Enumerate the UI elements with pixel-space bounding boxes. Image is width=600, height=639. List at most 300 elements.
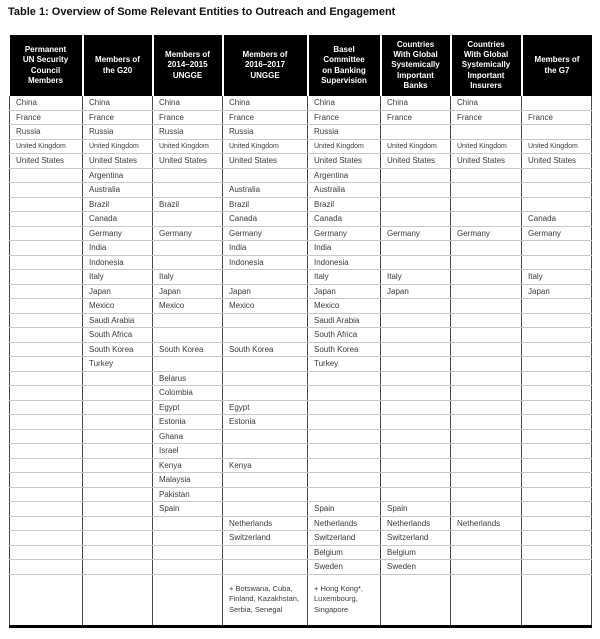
table-cell: Germany — [522, 226, 592, 241]
table-cell: + Hong Kong*, Luxembourg, Singapore — [308, 574, 381, 626]
table-cell — [451, 357, 522, 372]
table-cell: Canada — [223, 212, 308, 227]
table-cell — [381, 371, 451, 386]
table-cell — [10, 255, 83, 270]
table-cell: South Korea — [223, 342, 308, 357]
table-cell — [10, 328, 83, 343]
table-row — [10, 342, 592, 357]
table-cell: Saudi Arabia — [308, 313, 381, 328]
table-cell — [381, 125, 451, 140]
table-cell — [381, 473, 451, 488]
table-cell — [451, 328, 522, 343]
table-row — [10, 313, 592, 328]
table-cell: China — [308, 96, 381, 110]
table-cell — [223, 386, 308, 401]
table-cell: Germany — [451, 226, 522, 241]
table-cell — [522, 96, 592, 110]
table-cell: United States — [522, 154, 592, 169]
table-cell — [83, 487, 153, 502]
table-cell: Russia — [153, 125, 223, 140]
table-cell: Japan — [153, 284, 223, 299]
table-cell — [522, 197, 592, 212]
table-cell: Turkey — [308, 357, 381, 372]
table-cell — [223, 270, 308, 285]
table-cell — [10, 212, 83, 227]
table-cell: Japan — [308, 284, 381, 299]
table-cell — [451, 299, 522, 314]
table-cell — [10, 226, 83, 241]
table-row — [10, 328, 592, 343]
table-row — [10, 487, 592, 502]
table-cell: Canada — [308, 212, 381, 227]
header-cell-basel: Basel Committee on Banking Supervision — [308, 35, 381, 96]
table-cell — [522, 328, 592, 343]
table-cell: Canada — [83, 212, 153, 227]
table-cell — [381, 299, 451, 314]
table-cell — [522, 342, 592, 357]
table-cell: Germany — [223, 226, 308, 241]
table-cell — [10, 313, 83, 328]
table-cell — [522, 574, 592, 626]
table-cell: China — [10, 96, 83, 110]
table-cell: Italy — [153, 270, 223, 285]
table-cell — [83, 400, 153, 415]
table-cell — [381, 255, 451, 270]
table-cell: Japan — [83, 284, 153, 299]
table-cell: South Korea — [308, 342, 381, 357]
table-cell: Spain — [308, 502, 381, 517]
table-row — [10, 110, 592, 125]
table-cell: United States — [10, 154, 83, 169]
table-row — [10, 545, 592, 560]
table-footer-row — [10, 574, 592, 626]
table-cell: United States — [223, 154, 308, 169]
table-cell — [10, 429, 83, 444]
table-cell — [308, 415, 381, 430]
table-cell — [381, 328, 451, 343]
table-cell: South Korea — [153, 342, 223, 357]
table-cell — [522, 371, 592, 386]
table-cell: United Kingdom — [451, 139, 522, 154]
table-cell — [153, 183, 223, 198]
table-row — [10, 183, 592, 198]
table-row — [10, 357, 592, 372]
table-row — [10, 96, 592, 110]
table-cell: Australia — [223, 183, 308, 198]
table-cell — [10, 502, 83, 517]
table-cell: Italy — [522, 270, 592, 285]
table-cell — [223, 429, 308, 444]
table-cell — [308, 444, 381, 459]
table-cell — [153, 328, 223, 343]
table-cell: India — [83, 241, 153, 256]
table-row — [10, 197, 592, 212]
table-cell: South Africa — [308, 328, 381, 343]
table-cell — [381, 183, 451, 198]
table-row — [10, 212, 592, 227]
table-cell: Brazil — [308, 197, 381, 212]
table-cell — [522, 183, 592, 198]
table-cell: India — [308, 241, 381, 256]
table-cell — [308, 473, 381, 488]
table-cell: Belgium — [381, 545, 451, 560]
table-cell — [153, 516, 223, 531]
table-cell: France — [308, 110, 381, 125]
table-cell — [83, 429, 153, 444]
table-cell — [153, 168, 223, 183]
table-row — [10, 139, 592, 154]
table-cell — [10, 386, 83, 401]
table-cell — [522, 516, 592, 531]
table-cell — [522, 386, 592, 401]
table-cell: Israel — [153, 444, 223, 459]
table-cell — [83, 531, 153, 546]
table-cell: Malaysia — [153, 473, 223, 488]
table-cell — [381, 458, 451, 473]
table-cell: Brazil — [153, 197, 223, 212]
table-cell: United States — [381, 154, 451, 169]
table-cell: France — [153, 110, 223, 125]
table-cell — [451, 502, 522, 517]
table-cell — [451, 574, 522, 626]
table-cell: United Kingdom — [223, 139, 308, 154]
table-row — [10, 241, 592, 256]
table-cell — [10, 574, 83, 626]
table-cell — [153, 574, 223, 626]
table-cell: Mexico — [308, 299, 381, 314]
table-cell: Italy — [308, 270, 381, 285]
table-cell — [451, 212, 522, 227]
table-cell — [451, 313, 522, 328]
table-cell — [223, 328, 308, 343]
table-cell: Switzerland — [381, 531, 451, 546]
table-cell — [451, 241, 522, 256]
table-cell — [10, 444, 83, 459]
table-cell — [451, 429, 522, 444]
table-cell — [83, 386, 153, 401]
table-cell — [83, 473, 153, 488]
table-cell — [381, 241, 451, 256]
table-cell: United Kingdom — [10, 139, 83, 154]
table-cell: United States — [153, 154, 223, 169]
table-cell: United Kingdom — [153, 139, 223, 154]
table-cell — [10, 516, 83, 531]
table-cell: United States — [308, 154, 381, 169]
table-cell — [522, 357, 592, 372]
page-title: Table 1: Overview of Some Relevant Entities to Outreach and Engagement — [8, 6, 396, 18]
table-cell — [153, 560, 223, 575]
table-cell — [223, 473, 308, 488]
table-cell — [10, 270, 83, 285]
table-cell — [308, 400, 381, 415]
table-cell — [10, 545, 83, 560]
table-cell: Indonesia — [223, 255, 308, 270]
table-cell: Argentina — [83, 168, 153, 183]
table-row — [10, 502, 592, 517]
table-row — [10, 284, 592, 299]
table-cell: China — [381, 96, 451, 110]
table-cell: Japan — [522, 284, 592, 299]
table-cell — [381, 357, 451, 372]
header-cell-unsc: Permanent UN Security Council Members — [10, 35, 83, 96]
table-cell: United States — [451, 154, 522, 169]
table-cell — [381, 415, 451, 430]
table-cell — [381, 197, 451, 212]
table-cell — [451, 183, 522, 198]
table-cell: Russia — [223, 125, 308, 140]
table-cell: United States — [83, 154, 153, 169]
table-cell — [223, 313, 308, 328]
table-cell — [381, 487, 451, 502]
table-cell — [153, 313, 223, 328]
table-cell — [381, 400, 451, 415]
table-cell — [83, 371, 153, 386]
table-cell: Sweden — [381, 560, 451, 575]
table-cell: United Kingdom — [522, 139, 592, 154]
header-cell-ungge-2016-2017: Members of 2016–2017 UNGGE — [223, 35, 308, 96]
table-cell — [451, 386, 522, 401]
table-cell: Egypt — [153, 400, 223, 415]
table-row — [10, 371, 592, 386]
table-cell: United Kingdom — [381, 139, 451, 154]
table-cell — [381, 444, 451, 459]
table-cell: China — [223, 96, 308, 110]
table-cell — [451, 255, 522, 270]
table-cell — [522, 545, 592, 560]
table-cell: Japan — [223, 284, 308, 299]
table-cell — [10, 458, 83, 473]
table-cell — [451, 168, 522, 183]
table-cell — [10, 487, 83, 502]
table-cell — [522, 299, 592, 314]
table-cell — [381, 342, 451, 357]
table-cell — [10, 400, 83, 415]
table-cell — [451, 270, 522, 285]
table-cell: Colombia — [153, 386, 223, 401]
table-cell: Switzerland — [308, 531, 381, 546]
table-cell: Germany — [153, 226, 223, 241]
table-cell: Estonia — [153, 415, 223, 430]
table-cell — [83, 458, 153, 473]
table-cell: Belarus — [153, 371, 223, 386]
table-cell — [10, 342, 83, 357]
table-cell: Mexico — [223, 299, 308, 314]
table-cell — [153, 241, 223, 256]
table-cell — [451, 531, 522, 546]
table-cell: France — [522, 110, 592, 125]
table-cell — [451, 371, 522, 386]
table-cell — [522, 487, 592, 502]
table-cell: Indonesia — [308, 255, 381, 270]
table-cell — [522, 241, 592, 256]
table-cell — [223, 545, 308, 560]
table-row — [10, 444, 592, 459]
table-row — [10, 415, 592, 430]
table-cell — [451, 444, 522, 459]
table-cell — [10, 560, 83, 575]
table-cell — [451, 197, 522, 212]
table-cell: Argentina — [308, 168, 381, 183]
table-cell: Russia — [308, 125, 381, 140]
table-cell — [308, 371, 381, 386]
table-cell — [522, 415, 592, 430]
table-cell — [381, 168, 451, 183]
table-row — [10, 270, 592, 285]
table-cell — [10, 241, 83, 256]
table-cell — [153, 357, 223, 372]
table-cell — [153, 255, 223, 270]
entities-table — [9, 35, 592, 628]
table-cell — [10, 197, 83, 212]
table-cell — [83, 415, 153, 430]
table-cell: Mexico — [153, 299, 223, 314]
table-cell: South Korea — [83, 342, 153, 357]
table-cell: Germany — [381, 226, 451, 241]
table-cell: Netherlands — [381, 516, 451, 531]
table-cell: Germany — [83, 226, 153, 241]
table-cell — [83, 560, 153, 575]
table-cell: United Kingdom — [308, 139, 381, 154]
table-cell: South Africa — [83, 328, 153, 343]
table-cell: Australia — [83, 183, 153, 198]
table-cell: Sweden — [308, 560, 381, 575]
table-cell: United Kingdom — [83, 139, 153, 154]
table-cell: China — [451, 96, 522, 110]
table-cell — [223, 560, 308, 575]
table-cell — [451, 458, 522, 473]
table-cell — [381, 429, 451, 444]
table-row — [10, 531, 592, 546]
table-cell — [451, 560, 522, 575]
table-cell — [522, 458, 592, 473]
table-cell — [451, 545, 522, 560]
table-cell — [451, 284, 522, 299]
table-cell: France — [10, 110, 83, 125]
table-cell — [10, 183, 83, 198]
table-row — [10, 560, 592, 575]
table-cell — [83, 516, 153, 531]
table-cell — [451, 487, 522, 502]
table-row — [10, 299, 592, 314]
header-cell-ungge-2014-2015: Members of 2014–2015 UNGGE — [153, 35, 223, 96]
table-cell — [83, 545, 153, 560]
table-header-row — [10, 35, 592, 96]
table-row — [10, 400, 592, 415]
table-cell: Germany — [308, 226, 381, 241]
table-cell: France — [381, 110, 451, 125]
table-cell — [223, 502, 308, 517]
table-cell — [522, 473, 592, 488]
table-cell — [223, 444, 308, 459]
table-cell: Japan — [381, 284, 451, 299]
table-cell — [522, 502, 592, 517]
table-cell: Turkey — [83, 357, 153, 372]
table-cell — [223, 357, 308, 372]
table-cell — [381, 386, 451, 401]
table-cell — [223, 487, 308, 502]
table-cell — [522, 444, 592, 459]
table-row — [10, 386, 592, 401]
table-cell: Kenya — [223, 458, 308, 473]
table-cell: Kenya — [153, 458, 223, 473]
table-cell — [522, 531, 592, 546]
table-row — [10, 125, 592, 140]
table-cell: Italy — [381, 270, 451, 285]
table-row — [10, 154, 592, 169]
table-cell — [381, 212, 451, 227]
table-cell: Belgium — [308, 545, 381, 560]
table-row — [10, 255, 592, 270]
table-cell: Netherlands — [223, 516, 308, 531]
table-cell — [153, 545, 223, 560]
table-cell: Mexico — [83, 299, 153, 314]
table-cell: Brazil — [83, 197, 153, 212]
table-cell — [522, 255, 592, 270]
table-row — [10, 516, 592, 531]
table-cell: China — [153, 96, 223, 110]
table-row — [10, 458, 592, 473]
table-cell — [10, 357, 83, 372]
table-cell — [308, 487, 381, 502]
table-cell: Australia — [308, 183, 381, 198]
table-cell — [451, 473, 522, 488]
table-cell — [83, 444, 153, 459]
table-cell: Russia — [83, 125, 153, 140]
table-row — [10, 168, 592, 183]
table-cell — [381, 313, 451, 328]
table-cell: Saudi Arabia — [83, 313, 153, 328]
header-cell-g7: Members of the G7 — [522, 35, 592, 96]
table-cell: Spain — [153, 502, 223, 517]
table-cell: Ghana — [153, 429, 223, 444]
table-cell — [308, 458, 381, 473]
table-cell: Estonia — [223, 415, 308, 430]
table-cell — [308, 429, 381, 444]
table-cell: France — [223, 110, 308, 125]
table-cell — [451, 400, 522, 415]
table-cell — [522, 168, 592, 183]
header-cell-gsii: Countries With Global Systemically Important Insurers — [451, 35, 522, 96]
table-cell — [451, 125, 522, 140]
table-cell — [10, 473, 83, 488]
table-cell — [223, 371, 308, 386]
table-cell: France — [83, 110, 153, 125]
table-cell — [83, 574, 153, 626]
table-cell — [522, 560, 592, 575]
table-body — [10, 96, 592, 626]
table-cell: Netherlands — [308, 516, 381, 531]
table-cell — [10, 415, 83, 430]
table-cell — [381, 574, 451, 626]
table-cell — [83, 502, 153, 517]
table-cell — [10, 371, 83, 386]
table-cell: Spain — [381, 502, 451, 517]
table-cell — [522, 125, 592, 140]
table-cell: Egypt — [223, 400, 308, 415]
table-header — [10, 35, 592, 96]
table-cell — [153, 212, 223, 227]
table-cell: + Botswana, Cuba, Finland, Kazakhstan, Serbia, Senegal — [223, 574, 308, 626]
table-cell: China — [83, 96, 153, 110]
table-cell: Brazil — [223, 197, 308, 212]
table-cell — [522, 400, 592, 415]
table-cell — [522, 429, 592, 444]
header-cell-g20: Members of the G20 — [83, 35, 153, 96]
table-cell — [223, 168, 308, 183]
table-cell — [522, 313, 592, 328]
table-cell: Canada — [522, 212, 592, 227]
table-row — [10, 226, 592, 241]
